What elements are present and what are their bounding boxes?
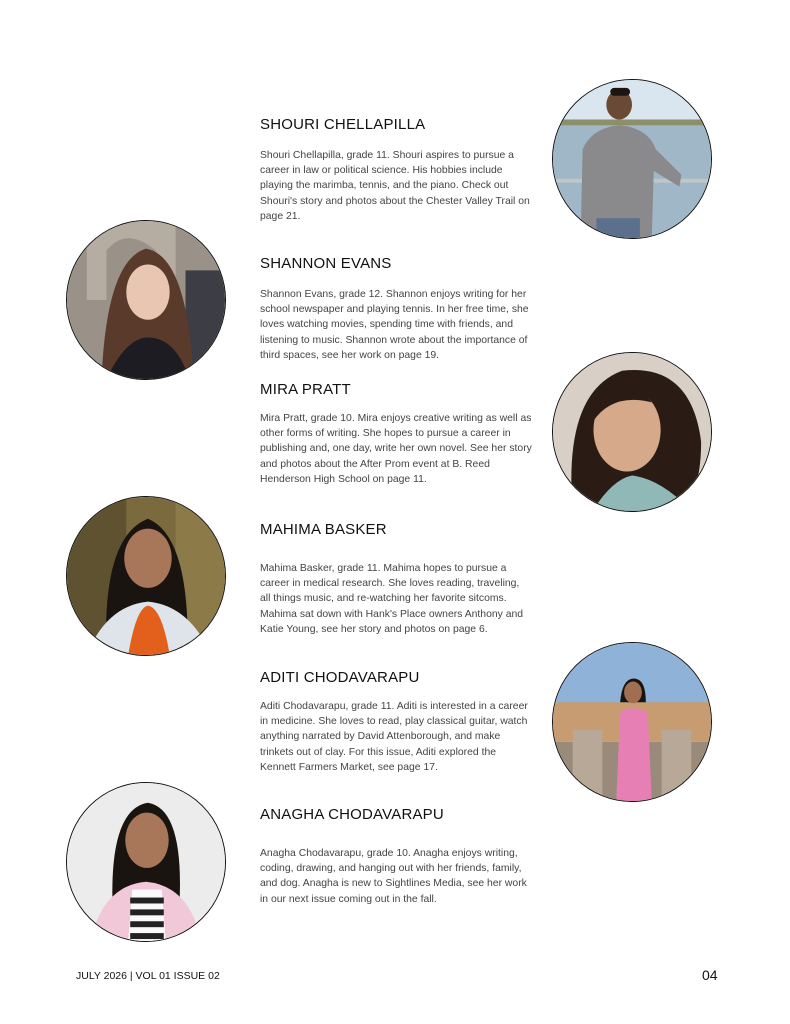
- profile-name: MIRA PRATT: [260, 381, 351, 398]
- profile-bio: Mira Pratt, grade 10. Mira enjoys creative writing as well as other forms of writing. She hopes to pursue a career in publishing and, one day, write her own novel. See her story and photos about the After Prom event at B. Reed Henderson High School on page 11.: [260, 413, 532, 485]
- profile-shouri: [260, 116, 532, 224]
- page-number: 04: [702, 967, 718, 983]
- profile-bio: Mahima Basker, grade 11. Mahima hopes to pursue a career in medical research. She loves reading, traveling, all things music, and re-watching her favorite sitcoms. Mahima sat down with Hank's Place owners Anthony and Katie Young, see her story and photos on page 6.: [260, 563, 524, 635]
- profile-name: SHOURI CHELLAPILLA: [260, 116, 426, 133]
- profile-name: SHANNON EVANS: [260, 255, 392, 272]
- mira-portrait-photo: [552, 352, 712, 512]
- profile-bio: Shouri Chellapilla, grade 11. Shouri aspires to pursue a career in law or political science. His hobbies include playing the marimba, tennis, and the piano. Check out Shouri's story and photos about the Chester Valley Trail on page 21.: [260, 150, 530, 222]
- aditi-portrait-photo: [552, 642, 712, 802]
- mahima-portrait-photo: [66, 496, 226, 656]
- profile-mahima: [260, 521, 532, 637]
- shannon-portrait-photo: [66, 220, 226, 380]
- profile-name: ADITI CHODAVARAPU: [260, 669, 420, 686]
- issue-info: JULY 2026 | VOL 01 ISSUE 02: [76, 970, 220, 982]
- profile-aditi: [260, 669, 532, 775]
- profile-name: ANAGHA CHODAVARAPU: [260, 806, 444, 823]
- profile-anagha: [260, 806, 532, 907]
- shouri-portrait-photo: [552, 79, 712, 239]
- profile-mira: [260, 381, 532, 487]
- profile-bio: Shannon Evans, grade 12. Shannon enjoys writing for her school newspaper and playing tennis. In her free time, she loves watching movies, spending time with friends, and listening to music. Shannon wrote about the importance of third spaces, see her work on page 19.: [260, 289, 529, 361]
- profile-bio: Aditi Chodavarapu, grade 11. Aditi is interested in a career in medicine. She loves to read, play classical guitar, watch anything narrated by David Attenborough, and make trinkets out of clay. For this issue, Aditi explored the Kennett Farmers Market, see page 17.: [260, 701, 528, 773]
- profile-shannon: [260, 255, 532, 363]
- profile-bio: Anagha Chodavarapu, grade 10. Anagha enjoys writing, coding, drawing, and hanging out with her friends, family, and dog. Anagha is new to Sightlines Media, see her work in our next issue coming out in the fall.: [260, 848, 527, 905]
- anagha-portrait-photo: [66, 782, 226, 942]
- profile-name: MAHIMA BASKER: [260, 521, 387, 538]
